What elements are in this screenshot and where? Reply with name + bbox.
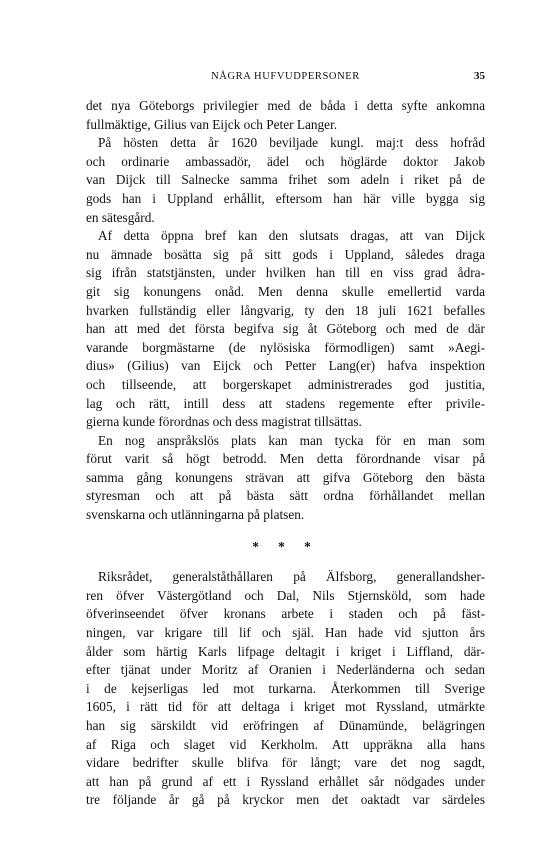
text-line: git sig konungens onåd. Men denna skulle emellertid varda bbox=[86, 283, 485, 299]
text-line: det nya Göteborgs privilegier med de båda i detta syfte ankomna bbox=[86, 98, 485, 113]
text-line: samma gång konungens strävan att gifva Göteborg den bästa bbox=[86, 469, 485, 485]
text-line: ren öfver Västergötland och Dal, Nils Stjernsköld, som hade bbox=[86, 587, 485, 603]
text-line: gods han i Uppland erhållit, eftersom han här ville bygga sig bbox=[86, 190, 485, 206]
text-line: På hösten detta år 1620 beviljade kungl. maj:t dess hofråd bbox=[98, 135, 485, 151]
text-line: efter tjänat under Moritz af Oranien i Nederländerna och sedan bbox=[86, 662, 485, 678]
text-line: öfverinseendet öfver kronans arbete i staden och på fäst- bbox=[86, 606, 485, 622]
text-line: Af detta öppna bref kan den slutsats dragas, att van Dijck bbox=[98, 228, 485, 244]
text-line: En nog anspråkslös plats kan man tycka för en man som bbox=[98, 432, 485, 448]
section-separator: * * * bbox=[252, 538, 319, 554]
text-line: styresman och att på bästa sätt ordna förhållandet mellan bbox=[86, 488, 485, 504]
text-line: fullmäktige, Gilius van Eijck och Peter Langer. bbox=[86, 116, 338, 132]
text-line: af Riga och slaget vid Kerkholm. Att uppräkna alla hans bbox=[86, 736, 485, 752]
text-line: förut varit så högt betrodd. Men detta förordnande visar på bbox=[86, 451, 485, 467]
text-line: van Dijck till Salnecke samma frihet som adeln i riket på de bbox=[86, 172, 485, 188]
text-line: varande borgmästarne (de nylösiska förmodligen) samt »Aegi- bbox=[86, 339, 485, 355]
text-line: dius» (Gilius) van Eijck och Petter Lang(er) hafva inspektion bbox=[86, 358, 485, 374]
running-title: NÅGRA HUFVUDPERSONER bbox=[211, 71, 360, 82]
text-line: han sig särskildt vid eröfringen af Dünamünde, belägringen bbox=[86, 718, 485, 733]
text-line: i de kejserligas led mot turkarna. Återkommen till Sverige bbox=[86, 680, 485, 696]
text-line: 1605, i rätt tid för att deltaga i kriget mot Ryssland, utmärkte bbox=[86, 699, 485, 715]
text-line: och tillseende, att borgerskapet administrerades god justitia, bbox=[86, 376, 485, 392]
text-line: Riksrådet, generalståthållaren på Älfsborg, generallandsher- bbox=[98, 569, 485, 585]
page-body bbox=[86, 97, 485, 810]
text-line: en sätesgård. bbox=[86, 209, 155, 225]
page-number: 35 bbox=[474, 70, 485, 82]
text-line: hvarken fullständig eller långvarig, ty den 18 juli 1621 befalles bbox=[86, 302, 485, 318]
page-header bbox=[86, 71, 485, 87]
text-line: ålder som härtig Karls lifpage deltagit i kriget i Liffland, där- bbox=[86, 643, 485, 659]
text-line: att han på grund af ett i Ryssland erhållet sår nödgades under bbox=[86, 773, 485, 789]
text-line: och ordinarie ambassadör, ädel och höglärde doktor Jakob bbox=[86, 153, 485, 169]
text-line: han att med det första begifva sig åt Göteborg och med de där bbox=[86, 321, 485, 337]
text-line: nu ämnade bosätta sig på sitt gods i Uppland, således draga bbox=[86, 246, 485, 262]
paragraph-block-1 bbox=[86, 97, 485, 525]
text-line: svenskarna och utlänningarna på platsen. bbox=[86, 507, 305, 523]
paragraph-block-2 bbox=[86, 568, 485, 810]
text-line: tre följande år gå på kryckor men det oaktadt var särdeles bbox=[86, 792, 485, 808]
text-line: sig ifrån statstjänsten, under hvilken han till en viss grad ådra- bbox=[86, 265, 485, 281]
text-line: lag och rätt, intill dess att stadens regemente efter privile- bbox=[86, 395, 485, 411]
text-line: gierna kunde förordnas och dess magistrat tillsättas. bbox=[86, 414, 362, 430]
text-line: ningen, var krigare till lif och själ. Han hade vid sjutton års bbox=[86, 625, 485, 641]
text-line: vidare bedrifter skulle blifva för långt; vare det nog sagdt, bbox=[86, 755, 485, 771]
